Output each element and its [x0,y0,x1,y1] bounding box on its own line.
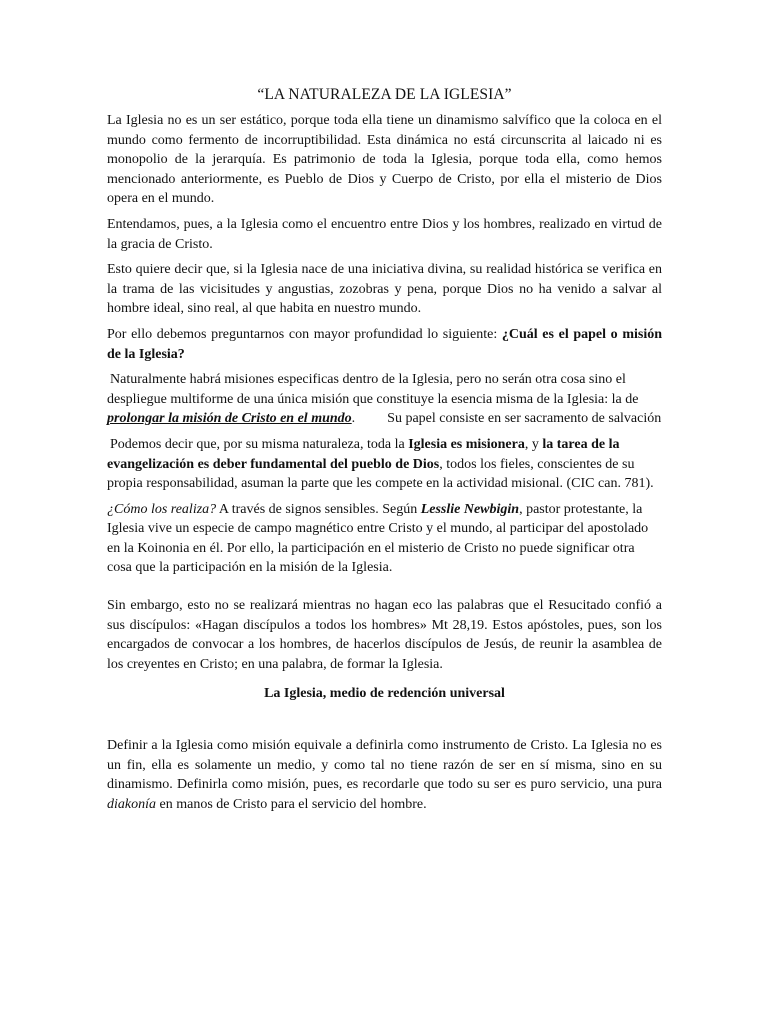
paragraph-3: Esto quiere decir que, si la Iglesia nace de una iniciativa divina, su realidad histórica se verifica en la trama de las vicisitudes y angustias, zozobras y pena, porque Dios no ha venido a salvar al hombre ideal, sino real, al que habita en nuestro mundo. [107,262,662,317]
paragraph-9-text-b: en manos de Cristo para el servicio del hombre. [156,796,427,812]
paragraph-4 [107,325,662,364]
paragraph-7 [107,500,662,578]
paragraph-6 [107,435,662,494]
paragraph-4-text: Por ello debemos preguntarnos con mayor profundidad lo siguiente: [107,326,502,342]
diakonia-italic: diakonía [107,796,156,812]
paragraph-7-text-b: , pastor protestante, la Iglesia vive un especie de campo magnético entre Cristo y el mundo, al participar del apostolado en la Koinonia en él. Por ello, la participación en el misterio de Cristo no puede significar otra cosa que la participación en la misión de la Iglesia. [107,501,649,576]
paragraph-9-text-a: Definir a la Iglesia como misión equivale a definirla como instrumento de Cristo. La Iglesia no es un fin, ella es solamente un medio, y como tal no tiene razón de ser en sí misma, sino en su dinamismo. Definirla como misión, pues, es recordarle que todo su ser es puro servicio, una pura [107,738,662,793]
paragraph-7-text-a: A través de signos sensibles. Según [216,501,421,517]
paragraph-9 [107,736,662,814]
paragraph-8: Sin embargo, esto no se realizará mientras no hagan eco las palabras que el Resucitado confió a sus discípulos: «Hagan discípulos a todos los hombres» Mt 28,19. Estos apóstoles, pues, son los encargados de convocar a los hombres, de hacerlos discípulos de Jesús, de reunir la asamblea de los creyentes en Cristo; en una palabra, de formar la Iglesia. [107,598,662,672]
paragraph-1: La Iglesia no es un ser estático, porque toda ella tiene un dinamismo salvífico que la coloca en el mundo como fermento de incorruptibilidad. Esta dinámica no está circunscrita al laicado ni es monopolio de la jerarquía. Es patrimonio de toda la Iglesia, porque toda ella, como hemos mencionado anteriormente, es Pueblo de Dios y Cuerpo de Cristo, por ella el misterio de Dios opera en el mundo. [107,113,662,207]
author-name: Lesslie Newbigin [420,501,520,517]
paragraph-5 [107,370,662,429]
paragraph-2: Entendamos, pues, a la Iglesia como el encuentro entre Dios y los hombres, realizado en virtud de la gracia de Cristo. [107,216,662,252]
evangelization-duty-bold: la tarea de la evangelización es deber fundamental del pueblo de Dios [107,436,620,472]
paragraph-5-text-c: Su papel consiste en ser sacramento de salvación [387,411,662,427]
how-question: ¿Cómo los realiza? [107,501,217,517]
paragraph-6-text-a: Podemos decir que, por su misma naturaleza, toda la [110,436,409,452]
missionary-church-bold: Iglesia es misionera [408,436,525,452]
document-title: “LA NATURALEZA DE LA IGLESIA” [257,86,512,103]
paragraph-5-text-a: Naturalmente habrá misiones especificas dentro de la Iglesia, pero no serán otra cosa sino el despliegue multiforme de una única misión que constituye la esencia misma de la Iglesia: la de [107,372,639,407]
document-page [107,86,662,820]
section-subtitle: La Iglesia, medio de redención universal [264,686,505,702]
paragraph-5-text-b: . [351,411,356,427]
mission-question: ¿Cuál es el papel o misión de la Iglesia? [107,326,662,362]
mission-emphasis: prolongar la misión de Cristo en el mundo [107,411,352,427]
paragraph-6-text-c: , y [524,436,543,452]
paragraph-6-text-d: , todos los fieles, conscientes de su propia responsabilidad, asuman la parte que les compete en la actividad misional. (CIC can. 781). [107,456,654,492]
